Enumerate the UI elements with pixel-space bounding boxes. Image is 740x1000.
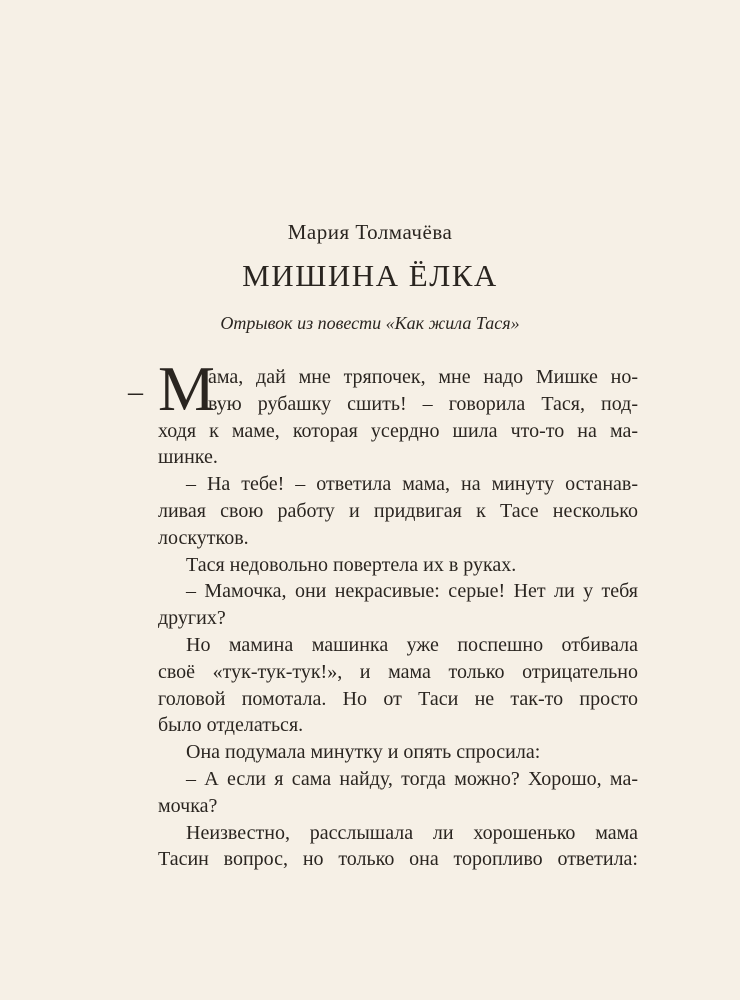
text-line: ама, дай мне тряпочек, мне надо Мишке но- [208,366,638,388]
drop-cap: М [158,353,215,424]
text-line: было отделаться. [158,714,304,737]
text-line: Неизвестно, расслышала ли хорошенько мама [186,821,638,844]
story-text [158,364,638,873]
text-line: – Мамочка, они некрасивые: серые! Нет ли у тебя [186,580,638,603]
text-line: – А если я сама найду, тогда можно? Хорошо, ма- [186,767,638,790]
author-name: Мария Толмачёва [287,220,453,244]
text-line: вую рубашку сшить! – говорила Тася, под- [208,392,638,415]
text-line: других? [158,607,226,630]
text-line: мочка? [158,794,218,817]
text-line: Тася недовольно повертела их в руках. [186,553,517,576]
text-line: Но мамина машинка уже поспешно отбивала [186,633,638,656]
text-line: – На тебе! – ответила мама, на минуту останав- [186,473,638,496]
story-title: МИШИНА ЁЛКА [242,258,498,293]
text-line: своё «тук-тук-тук!», и мама только отрицательно [158,660,638,683]
text-line: Тасин вопрос, но только она торопливо ответила: [158,848,638,871]
drop-dash: – [128,375,143,408]
text-line: головой помотала. Но от Таси не так-то просто [158,687,638,710]
story-subtitle: Отрывок из повести «Как жила Тася» [220,313,520,333]
text-line: ливая свою работу и придвигая к Тасе несколько [158,499,638,522]
text-line: шинке. [158,446,218,469]
text-line: Она подумала минутку и опять спросила: [186,741,541,764]
text-line: лоскутков. [158,526,249,549]
text-line: ходя к маме, которая усердно шила что-то на ма- [158,419,638,442]
